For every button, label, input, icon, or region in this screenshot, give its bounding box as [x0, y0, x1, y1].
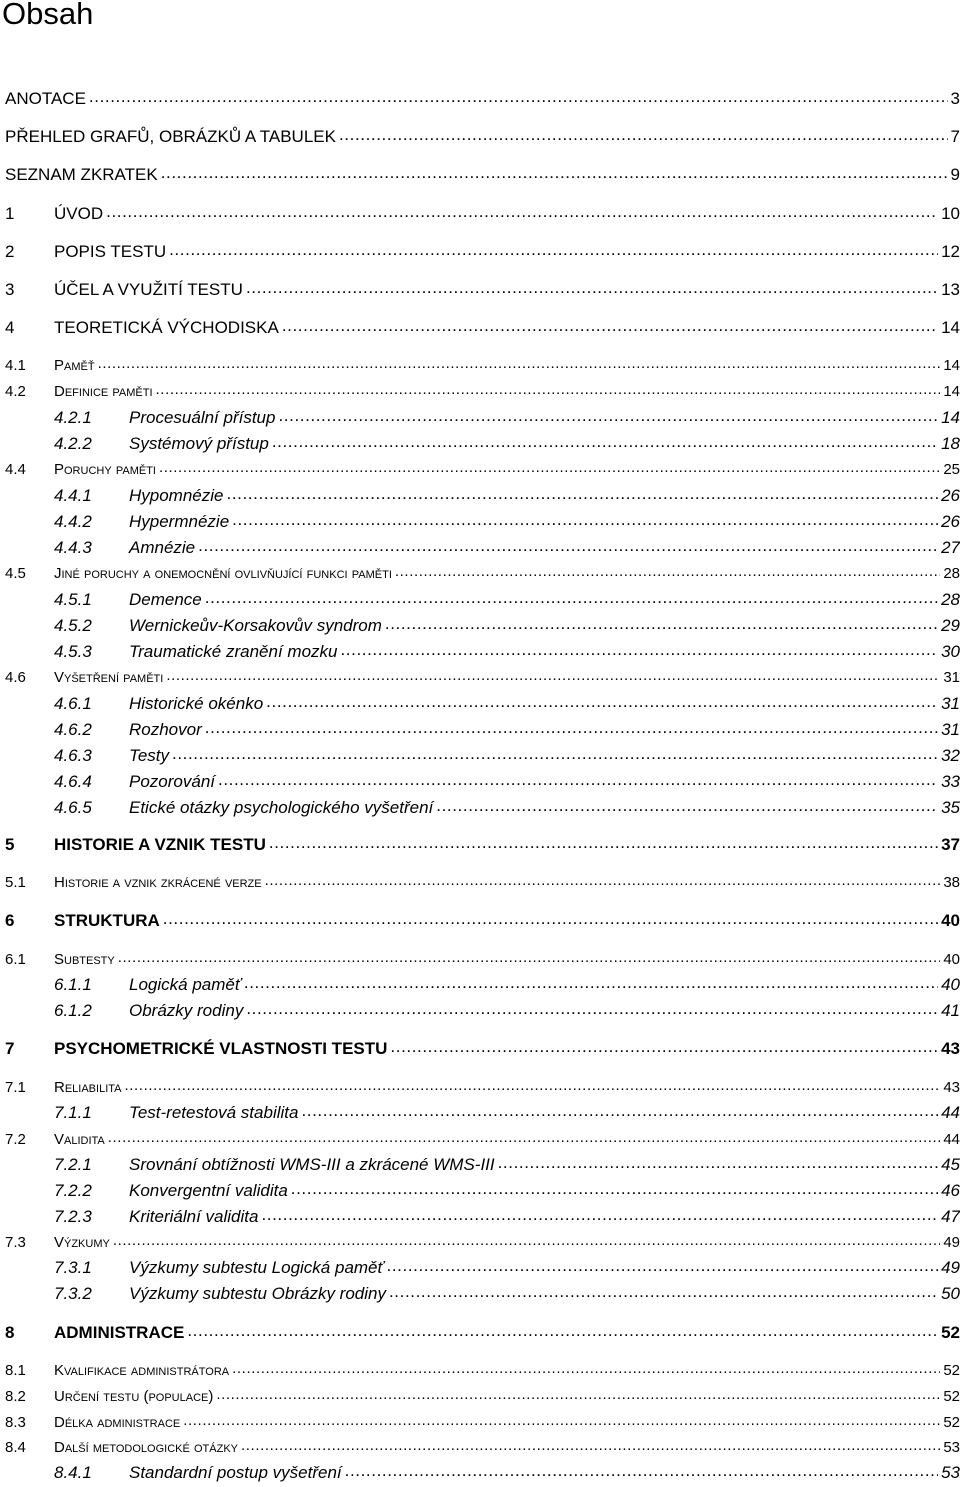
toc-entry-number: 4.5.1 [54, 590, 92, 609]
toc-entry-section[interactable] [5, 948, 960, 972]
dot-leader [339, 123, 948, 147]
toc-entry-page: 35 [941, 798, 960, 817]
toc-entry-subsection[interactable] [54, 692, 960, 716]
toc-entry-page: 31 [941, 720, 960, 739]
toc-entry-title: Další metodologické otázky [54, 1439, 239, 1456]
dot-leader [98, 352, 941, 376]
dot-leader [172, 742, 938, 766]
toc-entry-number: 4.6.5 [54, 798, 92, 817]
toc-entry-page: 37 [941, 835, 960, 854]
toc-entry-number: 7 [5, 1039, 15, 1058]
toc-entry-subsection[interactable] [54, 1461, 960, 1485]
toc-entry-title: PŘEHLED GRAFŮ, OBRÁZKŮ A TABULEK [5, 127, 336, 146]
dot-leader [156, 378, 941, 402]
dot-leader [395, 560, 940, 584]
dot-leader [232, 508, 938, 532]
toc-entry-number: 4.6.1 [54, 694, 92, 713]
toc-entry-title: Srovnání obtížnosti WMS-III a zkrácené WMS-III [129, 1155, 495, 1174]
dot-leader [387, 1254, 939, 1278]
toc-entry-chapter-5[interactable] [5, 833, 960, 857]
dot-leader [198, 534, 938, 558]
toc-entry-subsection[interactable] [54, 536, 960, 560]
toc-entry-section[interactable] [5, 1359, 960, 1383]
toc-entry-number: 7.3 [5, 1234, 26, 1251]
toc-entry-title: Konvergentní validita [129, 1181, 288, 1200]
toc-entry-title: Výzkumy subtestu Obrázky rodiny [129, 1284, 386, 1303]
toc-entry-subsection[interactable] [54, 1205, 960, 1229]
toc-entry-number: 7.1 [5, 1079, 26, 1096]
toc-entry-page: 31 [943, 669, 960, 686]
toc-entry-page: 40 [943, 951, 960, 968]
toc-entry-number: 4.5 [5, 565, 26, 582]
toc-entry-title: Obrázky rodiny [129, 1001, 244, 1020]
toc-entry-page: 44 [943, 1131, 960, 1148]
dot-leader [159, 456, 940, 480]
toc-entry-page: 52 [943, 1362, 960, 1379]
toc-entry-section[interactable] [5, 666, 960, 690]
toc-entry-section[interactable] [5, 871, 960, 895]
toc-entry-subsection[interactable] [54, 640, 960, 664]
toc-entry-title: ÚVOD [54, 204, 104, 223]
toc-entry-number: 4.4 [5, 461, 26, 478]
toc-entry-subsection[interactable] [54, 1179, 960, 1203]
toc-entry-title: Určení testu (populace) [54, 1388, 214, 1405]
toc-entry-subsection[interactable] [54, 1282, 960, 1306]
toc-entry-number: 3 [5, 280, 15, 299]
toc-entry-page: 52 [943, 1388, 960, 1405]
toc-entry-subsection[interactable] [54, 510, 960, 534]
toc-entry-number: 8.1 [5, 1362, 26, 1379]
toc-entry-number: 7.2 [5, 1131, 26, 1148]
dot-leader [89, 85, 948, 109]
toc-entry-title: Historické okénko [129, 694, 264, 713]
toc-entry-subsection[interactable] [54, 484, 960, 508]
toc-entry-title: Hypomnézie [129, 486, 224, 505]
toc-entry-page: 38 [943, 874, 960, 891]
toc-entry-title: Kvalifikace administrátora [54, 1362, 230, 1379]
toc-entry-number: 2 [5, 242, 15, 261]
toc-entry-number: 6.1.1 [54, 975, 92, 994]
toc-entry-subsection[interactable] [54, 614, 960, 638]
toc-entry-number: 8.3 [5, 1414, 26, 1431]
toc-entry-chapter-3[interactable] [5, 278, 960, 302]
toc-entry-subsection[interactable] [54, 432, 960, 456]
toc-entry-number: 7.3.2 [54, 1284, 92, 1303]
toc-entry-page: 40 [941, 975, 960, 994]
toc-entry-number: 4.4.3 [54, 538, 92, 557]
toc-entry-page: 44 [941, 1103, 960, 1122]
dot-leader [269, 831, 938, 855]
toc-entry-title: TEORETICKÁ VÝCHODISKA [54, 318, 279, 337]
toc-entry-page: 14 [941, 318, 960, 337]
toc-entry-page: 47 [941, 1207, 960, 1226]
toc-entry-section[interactable] [5, 354, 960, 378]
dot-leader [385, 612, 938, 636]
toc-entry-title: ANOTACE [5, 89, 86, 108]
toc-entry-number: 4.6 [5, 669, 26, 686]
toc-entry-number: 4.2.2 [54, 434, 92, 453]
toc-entry-number: 6.1 [5, 951, 26, 968]
toc-entry-number: 1 [5, 204, 15, 223]
toc-entry-page: 9 [950, 165, 960, 184]
toc-entry-title: Délka administrace [54, 1414, 181, 1431]
toc-entry-number: 8 [5, 1323, 15, 1342]
toc-entry-section[interactable] [5, 562, 960, 586]
toc-entry-number: 8.2 [5, 1388, 26, 1405]
toc-entry-title: Výzkumy subtestu Logická paměť [129, 1258, 384, 1277]
dot-leader [163, 907, 938, 931]
toc-entry-number: 4.5.2 [54, 616, 92, 635]
toc-entry-subsection[interactable] [54, 744, 960, 768]
toc-entry-page: 26 [941, 512, 960, 531]
toc-entry-page: 40 [941, 911, 960, 930]
toc-entry-number: 7.2.1 [54, 1155, 92, 1174]
dot-leader [301, 1099, 938, 1123]
toc-entry-page: 28 [943, 565, 960, 582]
dot-leader [291, 1177, 938, 1201]
toc-entry-number: 7.2.3 [54, 1207, 92, 1226]
toc-entry-title: POPIS TESTU [54, 242, 167, 261]
toc-entry-section[interactable] [5, 380, 960, 404]
toc-entry-number: 8.4.1 [54, 1463, 92, 1482]
dot-leader [118, 946, 941, 970]
toc-entry-subsection[interactable] [54, 406, 960, 430]
dot-leader [161, 161, 948, 185]
toc-entry-title: Traumatické zranění mozku [129, 642, 338, 661]
toc-entry-page: 10 [941, 204, 960, 223]
toc-entry-anotace[interactable] [5, 87, 960, 111]
dot-leader [246, 276, 938, 300]
toc-entry-page: 31 [941, 694, 960, 713]
toc-entry-page: 52 [941, 1323, 960, 1342]
toc-entry-chapter-6[interactable] [5, 909, 960, 933]
toc-entry-title: Etické otázky psychologického vyšetření [129, 798, 434, 817]
toc-entry-number: 7.2.2 [54, 1181, 92, 1200]
toc-entry-section[interactable] [5, 1076, 960, 1100]
toc-entry-page: 43 [941, 1039, 960, 1058]
toc-entry-title: Hypermnézie [129, 512, 230, 531]
toc-entry-page: 46 [941, 1181, 960, 1200]
toc-entry-number: 4.5.3 [54, 642, 92, 661]
toc-entry-title: Rozhovor [129, 720, 202, 739]
toc-entry-page: 50 [941, 1284, 960, 1303]
toc-entry-title: Výzkumy [54, 1234, 110, 1251]
dot-leader [113, 1229, 940, 1253]
toc-entry-page: 27 [941, 538, 960, 557]
dot-leader [227, 482, 939, 506]
toc-entry-title: Kriteriální validita [129, 1207, 259, 1226]
toc-entry-seznam-zkratek[interactable] [5, 163, 960, 187]
dot-leader [266, 690, 938, 714]
toc-entry-number: 4.1 [5, 357, 26, 374]
dot-leader [166, 664, 940, 688]
toc-entry-title: PSYCHOMETRICKÉ VLASTNOSTI TESTU [54, 1039, 388, 1058]
toc-entry-page: 30 [941, 642, 960, 661]
dot-leader [108, 1126, 941, 1150]
toc-entry-number: 4.2.1 [54, 408, 92, 427]
toc-entry-section[interactable] [5, 1128, 960, 1152]
toc-entry-title: ÚČEL A VYUŽITÍ TESTU [54, 280, 243, 299]
toc-entry-subsection[interactable] [54, 1101, 960, 1125]
toc-entry-page: 26 [941, 486, 960, 505]
toc-entry-subsection[interactable] [54, 796, 960, 820]
toc-entry-page: 14 [941, 408, 960, 427]
toc-entry-title: Systémový přístup [129, 434, 269, 453]
toc-entry-title: Demence [129, 590, 202, 609]
toc-entry-title: SEZNAM ZKRATEK [5, 165, 158, 184]
toc-entry-subsection[interactable] [54, 1153, 960, 1177]
toc-entry-title: Logická paměť [129, 975, 241, 994]
toc-entry-title: Definice paměti [54, 383, 153, 400]
toc-entry-number: 6.1.2 [54, 1001, 92, 1020]
toc-entry-page: 52 [943, 1414, 960, 1431]
toc-entry-page: 14 [943, 383, 960, 400]
toc-entry-title: Procesuální přístup [129, 408, 276, 427]
dot-leader [340, 638, 938, 662]
dot-leader [205, 586, 938, 610]
dot-leader [282, 314, 938, 338]
dot-leader [261, 1203, 938, 1227]
toc-entry-title: HISTORIE A VZNIK TESTU [54, 835, 266, 854]
toc-entry-subsection[interactable] [54, 973, 960, 997]
toc-entry-section[interactable] [5, 1436, 960, 1460]
toc-entry-number: 4.6.2 [54, 720, 92, 739]
toc-entry-section[interactable] [5, 1411, 960, 1435]
toc-entry-number: 4.4.2 [54, 512, 92, 531]
toc-entry-page: 29 [941, 616, 960, 635]
dot-leader [106, 200, 938, 224]
dot-leader [389, 1280, 938, 1304]
toc-entry-number: 4.2 [5, 383, 26, 400]
toc-entry-title: Poruchy paměti [54, 461, 156, 478]
toc-entry-number: 4.6.4 [54, 772, 92, 791]
toc-entry-title: Vyšetření paměti [54, 669, 164, 686]
toc-entry-subsection[interactable] [54, 1256, 960, 1280]
dot-leader [205, 716, 938, 740]
toc-entry-title: Test-retestová stabilita [129, 1103, 299, 1122]
toc-entry-number: 5.1 [5, 874, 26, 891]
toc-entry-title: Reliabilita [54, 1079, 122, 1096]
page-title: Obsah [2, 0, 94, 31]
toc-entry-title: Testy [129, 746, 170, 765]
toc-entry-page: 3 [950, 89, 960, 108]
toc-entry-page: 53 [943, 1439, 960, 1456]
toc-entry-chapter-4[interactable] [5, 316, 960, 340]
toc-entry-page: 18 [941, 434, 960, 453]
toc-entry-section[interactable] [5, 1385, 960, 1409]
toc-entry-number: 4 [5, 318, 15, 337]
toc-entry-number: 4.4.1 [54, 486, 92, 505]
toc-entry-page: 7 [950, 127, 960, 146]
dot-leader [498, 1151, 938, 1175]
toc-entry-subsection[interactable] [54, 770, 960, 794]
dot-leader [183, 1409, 940, 1433]
dot-leader [125, 1074, 941, 1098]
dot-leader [278, 404, 938, 428]
toc-entry-subsection[interactable] [54, 588, 960, 612]
toc-entry-title: Jiné poruchy a onemocnění ovlivňující funkci paměti [54, 565, 392, 582]
dot-leader [390, 1035, 938, 1059]
toc-entry-title: Standardní postup vyšetření [129, 1463, 342, 1482]
dot-leader [218, 768, 938, 792]
toc-entry-page: 33 [941, 772, 960, 791]
toc-entry-title: Subtesty [54, 951, 115, 968]
toc-entry-chapter-2[interactable] [5, 240, 960, 264]
toc-entry-chapter-1[interactable] [5, 202, 960, 226]
toc-entry-number: 6 [5, 911, 15, 930]
toc-entry-section[interactable] [5, 1231, 960, 1255]
toc-entry-number: 5 [5, 835, 15, 854]
toc-entry-page: 12 [941, 242, 960, 261]
toc-entry-page: 14 [943, 357, 960, 374]
toc-entry-title: Validita [54, 1131, 105, 1148]
toc-entry-number: 7.3.1 [54, 1258, 92, 1277]
toc-entry-page: 41 [941, 1001, 960, 1020]
toc-entry-chapter-7[interactable] [5, 1037, 960, 1061]
toc-entry-title: Paměť [54, 357, 95, 374]
toc-entry-page: 28 [941, 590, 960, 609]
toc-entry-subsection[interactable] [54, 999, 960, 1023]
toc-entry-subsection[interactable] [54, 718, 960, 742]
toc-entry-prehled[interactable] [5, 125, 960, 149]
toc-entry-page: 43 [943, 1079, 960, 1096]
dot-leader [169, 238, 938, 262]
dot-leader [436, 794, 938, 818]
toc-entry-page: 32 [941, 746, 960, 765]
toc-entry-title: Amnézie [129, 538, 196, 557]
dot-leader [265, 869, 941, 893]
toc-entry-title: ADMINISTRACE [54, 1323, 185, 1342]
dot-leader [246, 997, 938, 1021]
toc-entry-title: Pozorování [129, 772, 215, 791]
dot-leader [345, 1459, 938, 1483]
toc-entry-page: 13 [941, 280, 960, 299]
dot-leader [244, 971, 938, 995]
toc-entry-page: 49 [943, 1234, 960, 1251]
toc-entry-section[interactable] [5, 458, 960, 482]
toc-entry-page: 45 [941, 1155, 960, 1174]
dot-leader [187, 1319, 938, 1343]
toc-entry-number: 7.1.1 [54, 1103, 92, 1122]
toc-entry-title: Historie a vznik zkrácené verze [54, 874, 262, 891]
toc-entry-page: 25 [943, 461, 960, 478]
toc-entry-title: Wernickeův-Korsakovův syndrom [129, 616, 382, 635]
toc-entry-page: 49 [941, 1258, 960, 1277]
dot-leader [272, 430, 938, 454]
dot-leader [241, 1434, 940, 1458]
toc-entry-page: 53 [941, 1463, 960, 1482]
toc-entry-chapter-8[interactable] [5, 1321, 960, 1345]
dot-leader [216, 1383, 940, 1407]
dot-leader [232, 1357, 940, 1381]
toc-entry-title: STRUKTURA [54, 911, 160, 930]
toc-entry-number: 8.4 [5, 1439, 26, 1456]
toc-entry-number: 4.6.3 [54, 746, 92, 765]
